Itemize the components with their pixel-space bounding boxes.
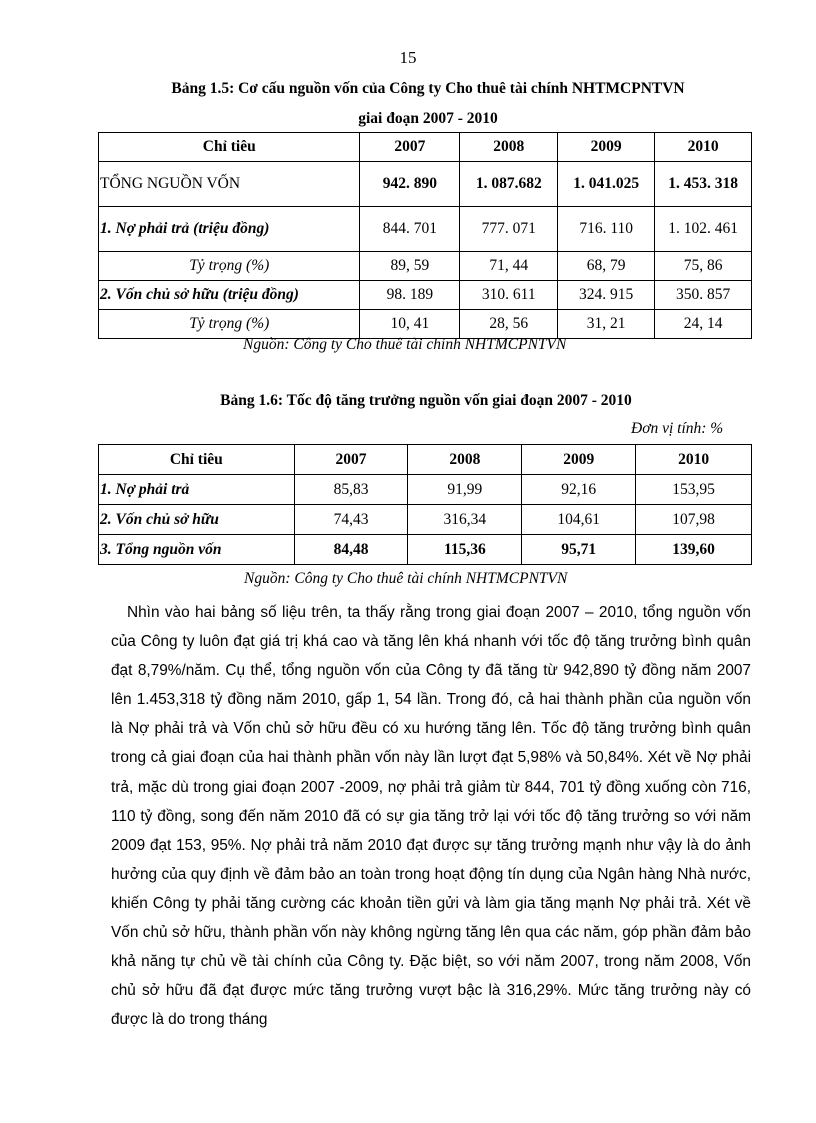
column-header: 2010 [636,445,752,475]
table-header-row [99,445,752,475]
table-cell: 68, 79 [558,252,655,281]
table1-caption: Bảng 1.5: Cơ cấu nguồn vốn của Công ty Cho thuê tài chính NHTMCPNTVN [171,80,685,97]
table-cell: 139,60 [636,535,752,565]
column-header: Chỉ tiêu [99,445,295,475]
column-header: 2007 [360,133,460,162]
table-row [99,310,752,339]
table-cell: 777. 071 [460,207,558,252]
table1-caption-period: giai đoạn 2007 - 2010 [358,110,498,127]
table-cell: 310. 611 [460,281,558,310]
table-cell: 1. 087.682 [460,162,558,207]
column-header: 2009 [558,133,655,162]
table-cell: 10, 41 [360,310,460,339]
page-number: 15 [399,48,417,67]
row-label: 1. Nợ phải trả (triệu đồng) [99,207,360,252]
table-cell: 75, 86 [655,252,752,281]
table-cell: 153,95 [636,475,752,505]
table-cell: 316,34 [408,505,522,535]
table-cell: 84,48 [294,535,408,565]
row-label: 1. Nợ phải trả [99,475,295,505]
table-row [99,475,752,505]
table-cell: 74,43 [294,505,408,535]
table-cell: 844. 701 [360,207,460,252]
table-row [99,162,752,207]
table-cell: 89, 59 [360,252,460,281]
column-header: 2010 [655,133,752,162]
table-cell: 98. 189 [360,281,460,310]
table-cell: 92,16 [522,475,636,505]
table2-caption: Bảng 1.6: Tốc độ tăng trưởng nguồn vốn giai đoạn 2007 - 2010 [220,392,632,409]
table-cell: 1. 102. 461 [655,207,752,252]
capital-structure-table [98,132,752,339]
table-row [99,535,752,565]
growth-rate-table [98,444,752,565]
table-cell: 91,99 [408,475,522,505]
table-cell: 716. 110 [558,207,655,252]
column-header: 2008 [460,133,558,162]
table-cell: 942. 890 [360,162,460,207]
table-cell: 104,61 [522,505,636,535]
table-row [99,207,752,252]
table-cell: 107,98 [636,505,752,535]
table-row [99,281,752,310]
analysis-paragraph: Nhìn vào hai bảng số liệu trên, ta thấy rằng trong giai đoạn 2007 – 2010, tổng nguồn vốn của Công ty luôn đạt giá trị khá cao và tăng lên khá nhanh với tốc độ tăng trưởng bình quân đạt 8,79%/năm. Cụ thể, tổng nguồn vốn của Công ty đã tăng từ 942,890 tỷ đồng năm 2007 lên 1.453,318 tỷ đồng năm 2010, gấp 1, 54 lần. Trong đó, cả hai thành phần của nguồn vốn là Nợ phải trả và Vốn chủ sở hữu đều có xu hướng tăng lên. Tốc độ tăng trưởng bình quân trong cả giai đoạn của hai thành phần vốn này lần lượt đạt 5,98% và 50,84%. Xét về Nợ phải trả, mặc dù trong giai đoạn 2007 -2009, nợ phải trả giảm từ 844, 701 tỷ đồng xuống còn 716, 110 tỷ đồng, song đến năm 2010 đã có sự gia tăng trở lại với tốc độ tăng trưởng so với năm 2009 đạt 153, 95%. Nợ phải trả năm 2010 đạt được sự tăng trưởng mạnh như vậy là do ảnh hưởng của quy định về đảm bảo an toàn trong hoạt động tín dụng của Ngân hàng Nhà nước, khiến Công ty phải tăng cường các khoản tiền gửi và làm gia tăng mạnh Nợ phải trả. Xét về Vốn chủ sở hữu, thành phần vốn này không ngừng tăng lên qua các năm, góp phần đảm bảo khả năng tự chủ về tài chính của Công ty. Đặc biệt, so với năm 2007, trong năm 2008, Vốn chủ sở hữu đã đạt được mức tăng trưởng vượt bậc là 316,29%. Mức tăng trưởng này có được là do trong tháng [111,604,751,1029]
table-cell: 1. 041.025 [558,162,655,207]
table-cell: 24, 14 [655,310,752,339]
table-cell: 350. 857 [655,281,752,310]
row-label: 3. Tổng nguồn vốn [99,535,295,565]
row-label: 2. Vốn chủ sở hữu [99,505,295,535]
column-header: Chỉ tiêu [99,133,360,162]
table2-source: Nguồn: Công ty Cho thuê tài chính NHTMCPNTVN [244,570,568,587]
row-label: 2. Vốn chủ sở hữu (triệu đồng) [99,281,360,310]
table-cell: 85,83 [294,475,408,505]
table-row [99,252,752,281]
row-label: Tỷ trọng (%) [99,252,360,281]
table-row [99,505,752,535]
table-cell: 324. 915 [558,281,655,310]
row-label: TỔNG NGUỒN VỐN [99,162,360,207]
table-cell: 115,36 [408,535,522,565]
table1-source: Nguồn: Công ty Cho thuê tài chính NHTMCPNTVN [243,336,567,353]
column-header: 2007 [294,445,408,475]
table-cell: 71, 44 [460,252,558,281]
unit-label: Đơn vị tính: % [631,420,724,437]
table-cell: 28, 56 [460,310,558,339]
table-cell: 1. 453. 318 [655,162,752,207]
row-label: Tỷ trọng (%) [99,310,360,339]
column-header: 2009 [522,445,636,475]
column-header: 2008 [408,445,522,475]
table-cell: 31, 21 [558,310,655,339]
table-header-row [99,133,752,162]
table-cell: 95,71 [522,535,636,565]
